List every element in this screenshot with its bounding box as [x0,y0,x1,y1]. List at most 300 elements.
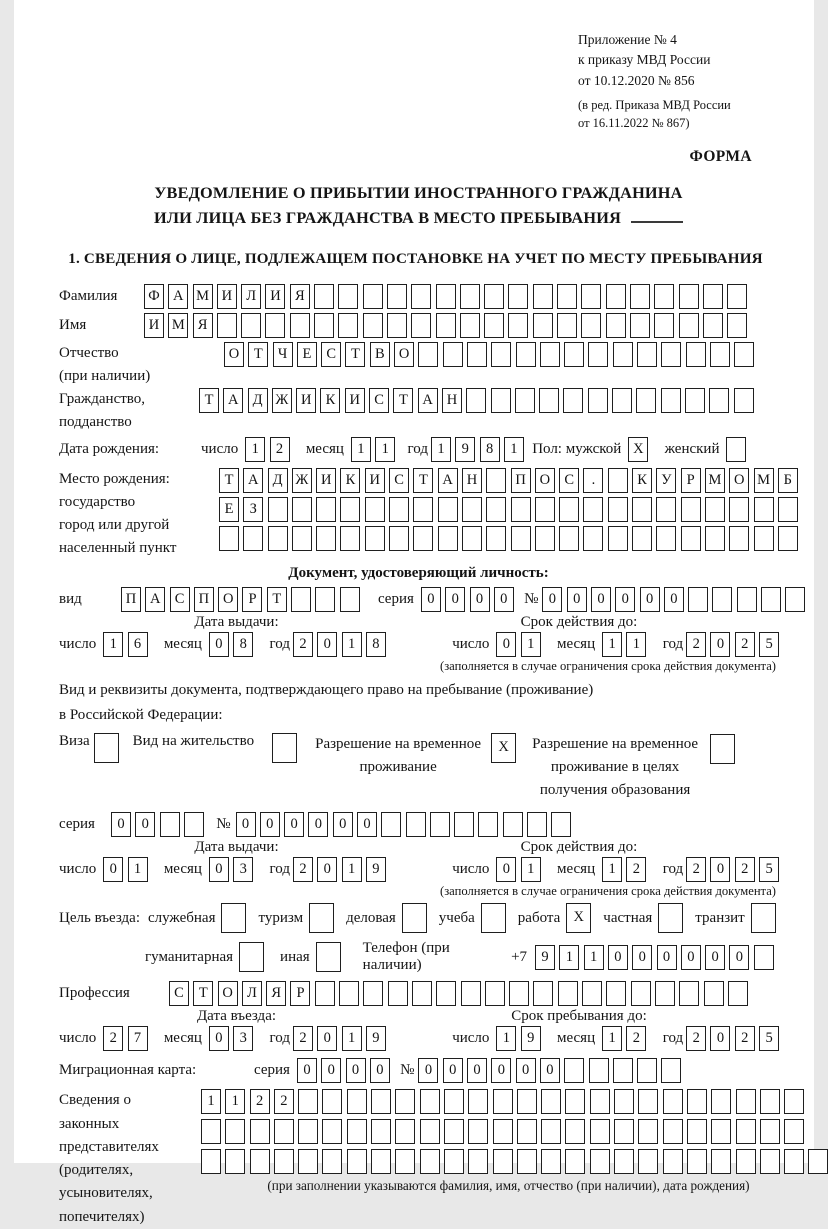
char-box[interactable]: 1 [602,632,622,657]
char-box[interactable] [509,981,529,1006]
char-box[interactable] [339,981,359,1006]
char-box[interactable] [778,497,798,522]
char-box[interactable] [298,1149,318,1174]
birthplace-row1[interactable] [219,468,802,493]
char-box[interactable] [661,388,681,413]
char-box[interactable]: П [194,587,214,612]
representatives-row1[interactable] [201,1089,808,1114]
char-box[interactable] [420,1119,440,1144]
char-box[interactable]: 1 [431,437,451,462]
char-box[interactable] [736,1089,756,1114]
char-box[interactable]: Т [199,388,219,413]
char-box[interactable]: 0 [260,812,280,837]
residence-permit-checkbox[interactable] [272,733,297,763]
char-box[interactable] [438,497,458,522]
char-box[interactable] [606,284,626,309]
char-box[interactable] [608,497,628,522]
entry-year[interactable] [293,1026,390,1051]
char-box[interactable]: 0 [542,587,562,612]
char-box[interactable]: 9 [455,437,475,462]
char-box[interactable]: 0 [729,945,749,970]
char-box[interactable]: С [559,468,579,493]
char-box[interactable] [590,1149,610,1174]
char-box[interactable]: 0 [567,587,587,612]
identity-expiry-month[interactable] [602,632,651,657]
char-box[interactable] [630,313,650,338]
char-box[interactable] [565,1149,585,1174]
char-box[interactable] [395,1149,415,1174]
char-box[interactable]: 0 [710,632,730,657]
char-box[interactable] [516,342,536,367]
char-box[interactable]: М [754,468,774,493]
char-box[interactable]: 0 [103,857,123,882]
char-box[interactable] [541,1119,561,1144]
char-box[interactable] [711,1089,731,1114]
char-box[interactable]: К [632,468,652,493]
identity-issue-month[interactable] [209,632,258,657]
char-box[interactable] [583,526,603,551]
char-box[interactable] [736,1119,756,1144]
char-box[interactable]: С [389,468,409,493]
char-box[interactable]: X [628,437,648,462]
char-box[interactable]: А [243,468,263,493]
char-box[interactable] [688,587,708,612]
char-box[interactable] [705,497,725,522]
char-box[interactable] [430,812,450,837]
doc-kind-boxes[interactable] [121,587,364,612]
char-box[interactable]: 0 [317,632,337,657]
identity-expiry-year[interactable] [686,632,783,657]
char-box[interactable] [533,284,553,309]
char-box[interactable] [559,526,579,551]
char-box[interactable] [727,284,747,309]
migration-series-boxes[interactable] [297,1058,394,1083]
char-box[interactable]: И [217,284,237,309]
char-box[interactable]: Н [462,468,482,493]
purpose-study-checkbox[interactable] [481,903,506,933]
char-box[interactable] [484,313,504,338]
char-box[interactable]: 0 [370,1058,390,1083]
char-box[interactable] [436,981,456,1006]
char-box[interactable] [460,313,480,338]
char-box[interactable] [460,284,480,309]
char-box[interactable]: 9 [366,857,386,882]
char-box[interactable]: 9 [366,1026,386,1051]
char-box[interactable]: 0 [710,857,730,882]
purpose-other-checkbox[interactable] [316,942,341,972]
char-box[interactable]: Т [193,981,213,1006]
char-box[interactable] [389,497,409,522]
char-box[interactable] [685,388,705,413]
char-box[interactable]: 1 [584,945,604,970]
char-box[interactable] [711,1119,731,1144]
char-box[interactable] [387,284,407,309]
char-box[interactable] [347,1119,367,1144]
stay-doc-series-boxes[interactable] [111,812,208,837]
char-box[interactable] [340,497,360,522]
char-box[interactable]: Н [442,388,462,413]
char-box[interactable] [704,981,724,1006]
char-box[interactable] [711,1149,731,1174]
char-box[interactable] [316,497,336,522]
char-box[interactable]: 0 [496,632,516,657]
char-box[interactable] [559,497,579,522]
char-box[interactable] [478,812,498,837]
birthplace-row2[interactable] [219,497,802,522]
char-box[interactable]: И [365,468,385,493]
char-box[interactable] [612,388,632,413]
char-box[interactable] [503,812,523,837]
char-box[interactable]: А [438,468,458,493]
citizenship-boxes[interactable] [199,388,758,413]
char-box[interactable] [588,342,608,367]
stay-doc-issue-month[interactable] [209,857,258,882]
char-box[interactable] [637,1058,657,1083]
char-box[interactable] [444,1089,464,1114]
char-box[interactable] [784,1119,804,1144]
profession-boxes[interactable] [169,981,752,1006]
birth-year-boxes[interactable] [431,437,528,462]
char-box[interactable] [661,1058,681,1083]
char-box[interactable] [371,1149,391,1174]
char-box[interactable]: 2 [274,1089,294,1114]
char-box[interactable] [582,981,602,1006]
char-box[interactable]: 8 [233,632,253,657]
purpose-official-checkbox[interactable] [221,903,246,933]
char-box[interactable]: X [491,733,516,763]
char-box[interactable] [541,1089,561,1114]
char-box[interactable] [734,342,754,367]
char-box[interactable] [686,342,706,367]
char-box[interactable] [681,526,701,551]
char-box[interactable] [493,1119,513,1144]
char-box[interactable]: Т [248,342,268,367]
purpose-business-checkbox[interactable] [402,903,427,933]
char-box[interactable] [436,313,456,338]
char-box[interactable] [710,734,735,764]
char-box[interactable] [564,1058,584,1083]
char-box[interactable]: М [168,313,188,338]
char-box[interactable]: 1 [602,1026,622,1051]
char-box[interactable] [703,313,723,338]
char-box[interactable]: 2 [293,1026,313,1051]
char-box[interactable]: 2 [735,857,755,882]
char-box[interactable] [363,313,383,338]
char-box[interactable]: О [218,587,238,612]
char-box[interactable] [491,388,511,413]
char-box[interactable] [322,1149,342,1174]
char-box[interactable]: 0 [470,587,490,612]
char-box[interactable]: Ж [292,468,312,493]
char-box[interactable] [347,1089,367,1114]
char-box[interactable] [656,526,676,551]
char-box[interactable] [402,903,427,933]
char-box[interactable] [565,1119,585,1144]
char-box[interactable]: С [369,388,389,413]
char-box[interactable] [250,1119,270,1144]
char-box[interactable] [632,526,652,551]
char-box[interactable]: 0 [516,1058,536,1083]
char-box[interactable] [406,812,426,837]
char-box[interactable]: 0 [308,812,328,837]
char-box[interactable]: И [296,388,316,413]
char-box[interactable]: 8 [480,437,500,462]
char-box[interactable] [412,981,432,1006]
char-box[interactable] [309,903,334,933]
char-box[interactable] [225,1149,245,1174]
char-box[interactable] [462,497,482,522]
char-box[interactable]: 0 [209,1026,229,1051]
char-box[interactable]: 9 [535,945,555,970]
char-box[interactable] [712,587,732,612]
char-box[interactable] [466,388,486,413]
char-box[interactable] [274,1119,294,1144]
char-box[interactable]: 0 [321,1058,341,1083]
char-box[interactable]: И [265,284,285,309]
char-box[interactable] [413,526,433,551]
char-box[interactable]: 7 [128,1026,148,1051]
char-box[interactable]: 0 [284,812,304,837]
char-box[interactable] [365,526,385,551]
purpose-tourism-checkbox[interactable] [309,903,334,933]
char-box[interactable] [272,733,297,763]
char-box[interactable] [420,1149,440,1174]
char-box[interactable] [710,342,730,367]
char-box[interactable] [511,526,531,551]
char-box[interactable] [687,1119,707,1144]
char-box[interactable] [418,342,438,367]
char-box[interactable] [322,1089,342,1114]
char-box[interactable] [486,497,506,522]
char-box[interactable]: 0 [346,1058,366,1083]
purpose-private-checkbox[interactable] [658,903,683,933]
char-box[interactable] [243,526,263,551]
char-box[interactable]: 1 [128,857,148,882]
purpose-transit-checkbox[interactable] [751,903,776,933]
char-box[interactable] [590,1119,610,1144]
char-box[interactable]: 1 [559,945,579,970]
char-box[interactable] [541,1149,561,1174]
char-box[interactable]: 0 [615,587,635,612]
char-box[interactable] [314,284,334,309]
char-box[interactable] [608,526,628,551]
char-box[interactable] [274,1149,294,1174]
char-box[interactable] [540,342,560,367]
char-box[interactable]: К [320,388,340,413]
char-box[interactable] [679,313,699,338]
char-box[interactable] [395,1119,415,1144]
char-box[interactable] [564,342,584,367]
birth-day-boxes[interactable] [245,437,294,462]
char-box[interactable] [268,526,288,551]
char-box[interactable] [371,1119,391,1144]
char-box[interactable]: 0 [591,587,611,612]
char-box[interactable] [583,497,603,522]
birth-month-boxes[interactable] [351,437,400,462]
char-box[interactable] [709,388,729,413]
char-box[interactable] [751,903,776,933]
stay-doc-issue-day[interactable] [103,857,152,882]
char-box[interactable] [217,313,237,338]
char-box[interactable]: 5 [759,1026,779,1051]
char-box[interactable]: О [729,468,749,493]
char-box[interactable]: 0 [705,945,725,970]
char-box[interactable]: 0 [357,812,377,837]
char-box[interactable] [315,981,335,1006]
char-box[interactable]: 3 [233,857,253,882]
char-box[interactable]: Ж [272,388,292,413]
char-box[interactable]: 1 [504,437,524,462]
char-box[interactable] [444,1149,464,1174]
char-box[interactable]: Б [778,468,798,493]
char-box[interactable] [493,1089,513,1114]
char-box[interactable] [658,903,683,933]
char-box[interactable] [316,526,336,551]
char-box[interactable] [290,313,310,338]
char-box[interactable] [535,526,555,551]
char-box[interactable] [655,981,675,1006]
char-box[interactable]: Т [413,468,433,493]
char-box[interactable]: 2 [686,857,706,882]
char-box[interactable]: И [345,388,365,413]
char-box[interactable] [551,812,571,837]
char-box[interactable]: Л [241,284,261,309]
char-box[interactable] [444,1119,464,1144]
char-box[interactable] [468,1089,488,1114]
char-box[interactable] [761,587,781,612]
char-box[interactable] [656,497,676,522]
char-box[interactable]: 2 [103,1026,123,1051]
char-box[interactable] [443,342,463,367]
char-box[interactable]: Л [242,981,262,1006]
char-box[interactable] [679,981,699,1006]
char-box[interactable]: Д [248,388,268,413]
char-box[interactable] [387,313,407,338]
char-box[interactable] [631,981,651,1006]
char-box[interactable]: 0 [664,587,684,612]
char-box[interactable] [681,497,701,522]
char-box[interactable] [581,313,601,338]
char-box[interactable] [630,284,650,309]
char-box[interactable] [511,497,531,522]
identity-expiry-day[interactable] [496,632,545,657]
char-box[interactable] [785,587,805,612]
char-box[interactable] [687,1089,707,1114]
char-box[interactable] [322,1119,342,1144]
char-box[interactable] [486,526,506,551]
char-box[interactable] [365,497,385,522]
char-box[interactable]: 0 [494,587,514,612]
char-box[interactable] [184,812,204,837]
char-box[interactable]: 1 [245,437,265,462]
char-box[interactable] [338,284,358,309]
char-box[interactable]: 1 [602,857,622,882]
char-box[interactable] [160,812,180,837]
char-box[interactable] [614,1149,634,1174]
char-box[interactable] [588,388,608,413]
char-box[interactable]: 2 [735,632,755,657]
edu-residence-checkbox[interactable] [710,734,735,764]
char-box[interactable] [486,468,506,493]
char-box[interactable] [515,388,535,413]
char-box[interactable]: 0 [657,945,677,970]
char-box[interactable]: 0 [710,1026,730,1051]
char-box[interactable]: 2 [626,857,646,882]
char-box[interactable] [454,812,474,837]
char-box[interactable] [347,1149,367,1174]
char-box[interactable] [239,942,264,972]
char-box[interactable] [389,526,409,551]
sex-female-checkbox[interactable] [726,437,750,462]
char-box[interactable] [760,1119,780,1144]
char-box[interactable]: 0 [418,1058,438,1083]
char-box[interactable] [314,313,334,338]
char-box[interactable] [411,284,431,309]
sex-male-checkbox[interactable] [628,437,652,462]
char-box[interactable] [517,1149,537,1174]
char-box[interactable] [729,526,749,551]
char-box[interactable] [638,1149,658,1174]
char-box[interactable] [663,1089,683,1114]
char-box[interactable] [201,1149,221,1174]
char-box[interactable]: 0 [491,1058,511,1083]
char-box[interactable]: Р [242,587,262,612]
stay-doc-expiry-month[interactable] [602,857,651,882]
char-box[interactable] [338,313,358,338]
char-box[interactable]: 1 [496,1026,516,1051]
char-box[interactable] [589,1058,609,1083]
char-box[interactable]: 2 [293,857,313,882]
char-box[interactable] [381,812,401,837]
char-box[interactable] [606,981,626,1006]
char-box[interactable] [736,1149,756,1174]
char-box[interactable] [413,497,433,522]
char-box[interactable] [462,526,482,551]
stay-doc-expiry-day[interactable] [496,857,545,882]
char-box[interactable]: 0 [445,587,465,612]
phone-boxes[interactable] [535,945,778,970]
stay-doc-number-boxes[interactable] [236,812,576,837]
char-box[interactable] [557,313,577,338]
char-box[interactable] [760,1089,780,1114]
char-box[interactable]: 1 [342,632,362,657]
doc-series-boxes[interactable] [421,587,518,612]
char-box[interactable] [484,284,504,309]
char-box[interactable]: Т [267,587,287,612]
representatives-row3[interactable] [201,1149,828,1174]
char-box[interactable] [94,733,119,763]
char-box[interactable] [754,497,774,522]
char-box[interactable]: К [340,468,360,493]
char-box[interactable] [388,981,408,1006]
char-box[interactable] [291,587,311,612]
char-box[interactable]: Я [266,981,286,1006]
char-box[interactable] [371,1089,391,1114]
doc-number-boxes[interactable] [542,587,809,612]
char-box[interactable]: 0 [209,632,229,657]
char-box[interactable] [517,1089,537,1114]
char-box[interactable]: 0 [297,1058,317,1083]
char-box[interactable] [461,981,481,1006]
char-box[interactable] [468,1119,488,1144]
char-box[interactable]: 2 [686,632,706,657]
char-box[interactable] [614,1119,634,1144]
char-box[interactable]: А [168,284,188,309]
char-box[interactable] [581,284,601,309]
char-box[interactable] [491,342,511,367]
char-box[interactable] [687,1149,707,1174]
char-box[interactable]: А [223,388,243,413]
